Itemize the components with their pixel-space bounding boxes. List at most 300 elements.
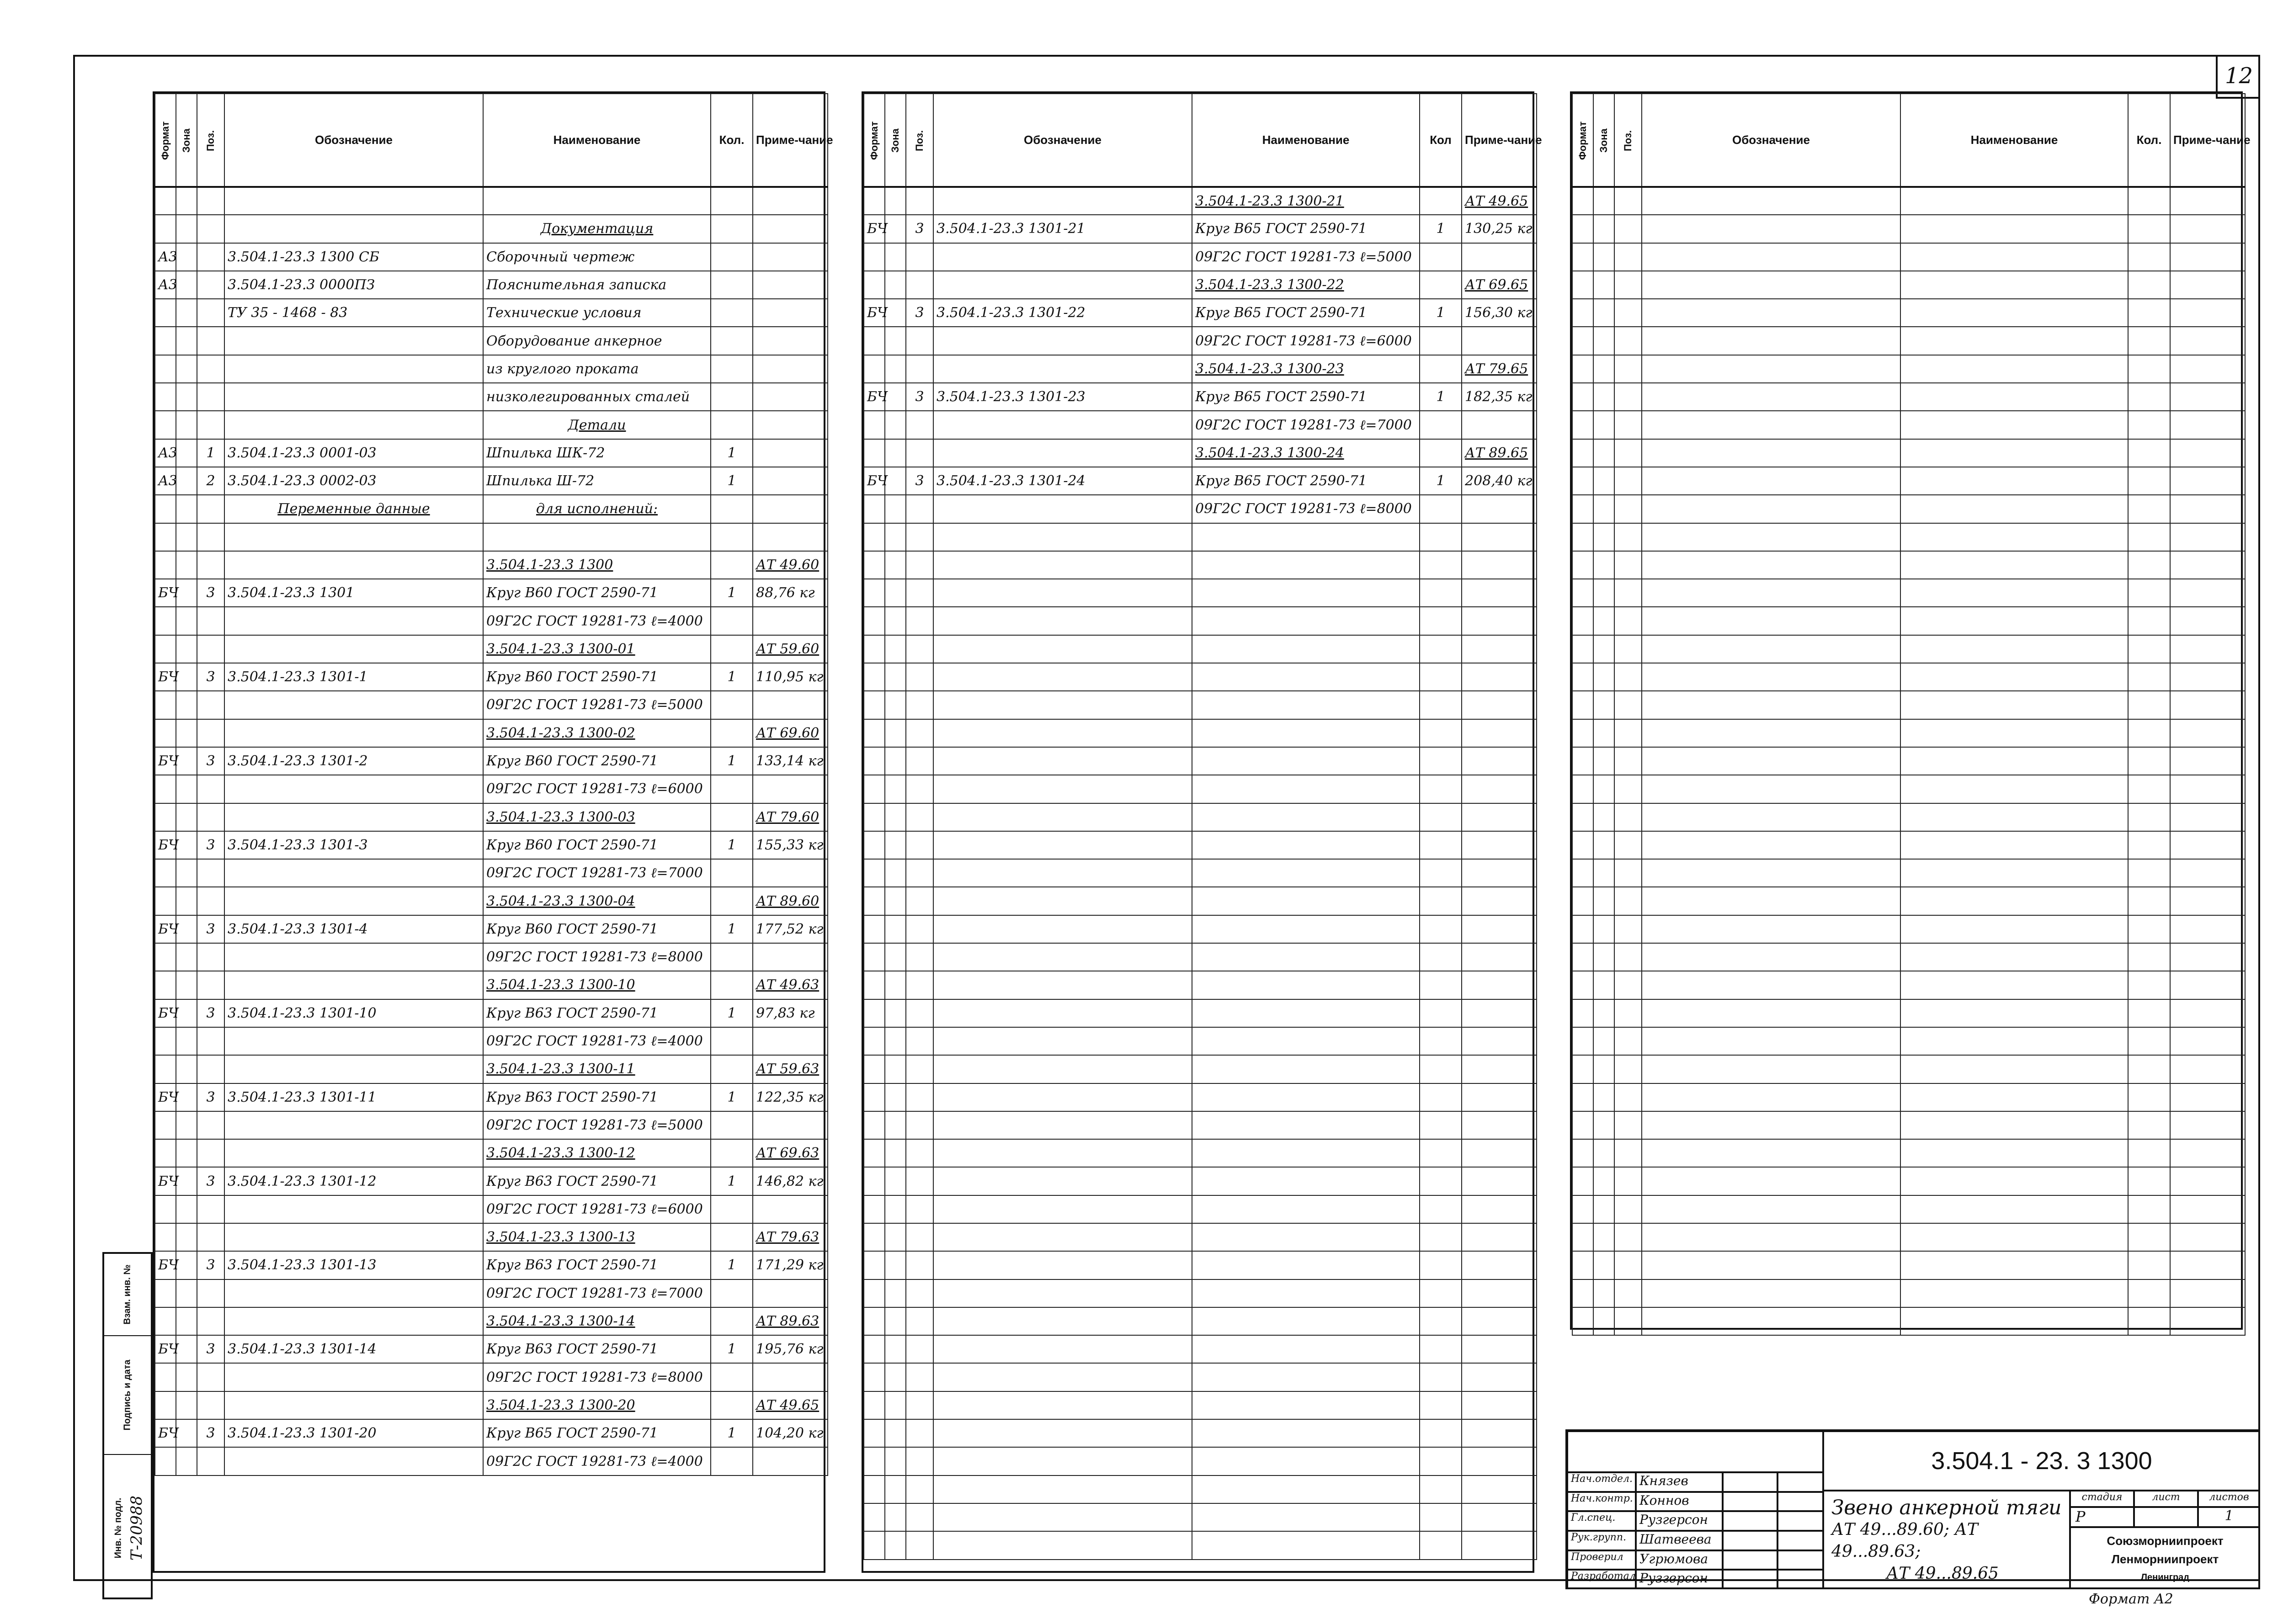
cell-note xyxy=(753,1279,828,1307)
cell-designation xyxy=(1642,1111,1900,1139)
cell-zone xyxy=(1593,299,1614,327)
spec-row xyxy=(864,607,1537,635)
cell-designation xyxy=(1642,271,1900,299)
cell-name xyxy=(1192,1503,1420,1531)
cell-format: БЧ xyxy=(155,747,176,775)
cell-format xyxy=(1572,495,1593,523)
cell-name xyxy=(1900,971,2128,999)
cell-zone xyxy=(176,803,197,831)
cell-pos xyxy=(1614,355,1642,383)
cell-format xyxy=(1572,439,1593,467)
cell-name xyxy=(1900,579,2128,607)
cell-format xyxy=(155,943,176,971)
cell-note xyxy=(1462,1335,1537,1363)
cell-qty xyxy=(1420,1279,1462,1307)
cell-pos xyxy=(906,1055,933,1083)
stamp-role: Нач.контр. xyxy=(1567,1492,1636,1512)
cell-designation xyxy=(933,1503,1192,1531)
cell-qty: 1 xyxy=(711,915,753,943)
cell-name: Круг В60 ГОСТ 2590-71 xyxy=(483,663,711,691)
col-format: Формат xyxy=(155,94,176,187)
cell-format xyxy=(1572,1251,1593,1279)
cell-qty xyxy=(2128,355,2170,383)
cell-pos xyxy=(197,1447,224,1475)
cell-designation xyxy=(224,215,483,243)
cell-designation xyxy=(933,1223,1192,1251)
cell-qty xyxy=(1420,523,1462,551)
cell-pos xyxy=(906,1139,933,1167)
cell-note xyxy=(1462,495,1537,523)
cell-pos xyxy=(906,1167,933,1195)
col-name: Наименование xyxy=(483,94,711,187)
cell-qty xyxy=(711,1391,753,1419)
cell-format: БЧ xyxy=(155,579,176,607)
cell-note xyxy=(1462,411,1537,439)
cell-note: 97,83 кг xyxy=(753,999,828,1027)
cell-qty xyxy=(1420,579,1462,607)
cell-name xyxy=(1192,1083,1420,1111)
cell-name: Технические условия xyxy=(483,299,711,327)
cell-pos xyxy=(906,1475,933,1503)
cell-designation xyxy=(1642,1279,1900,1307)
cell-qty xyxy=(2128,579,2170,607)
cell-qty xyxy=(2128,411,2170,439)
cell-format xyxy=(864,1419,885,1447)
cell-name: 09Г2С ГОСТ 19281-73 ℓ=8000 xyxy=(483,943,711,971)
cell-pos xyxy=(1614,775,1642,803)
cell-note xyxy=(2170,1195,2245,1223)
cell-format xyxy=(864,551,885,579)
cell-qty xyxy=(1420,439,1462,467)
cell-format: БЧ xyxy=(864,467,885,495)
cell-zone xyxy=(1593,383,1614,411)
cell-name xyxy=(1900,551,2128,579)
cell-qty xyxy=(1420,915,1462,943)
cell-note xyxy=(1462,859,1537,887)
cell-zone xyxy=(885,1363,906,1391)
spec-row xyxy=(155,747,828,775)
cell-note xyxy=(1462,831,1537,859)
cell-zone xyxy=(885,803,906,831)
stamp-role: Гл.спец. xyxy=(1567,1511,1636,1531)
col-note: Приме-чание xyxy=(2170,94,2245,187)
cell-qty xyxy=(2128,1111,2170,1139)
cell-qty xyxy=(711,1279,753,1307)
people-table xyxy=(1567,1472,1823,1589)
cell-format xyxy=(864,1391,885,1419)
cell-zone xyxy=(885,1475,906,1503)
cell-zone xyxy=(176,271,197,299)
cell-zone xyxy=(176,411,197,439)
cell-designation xyxy=(224,1447,483,1475)
cell-zone xyxy=(885,1027,906,1055)
cell-name xyxy=(1900,775,2128,803)
spec-row xyxy=(155,355,828,383)
cell-name xyxy=(1900,1307,2128,1335)
spec-row xyxy=(864,663,1537,691)
stamp-role: Рук.групп. xyxy=(1567,1531,1636,1550)
cell-pos xyxy=(1614,327,1642,355)
cell-designation xyxy=(224,1111,483,1139)
cell-name xyxy=(1900,663,2128,691)
cell-format xyxy=(155,187,176,215)
cell-name xyxy=(1192,1475,1420,1503)
title-block-blank xyxy=(1567,1431,1823,1472)
cell-name: Круг В65 ГОСТ 2590-71 xyxy=(1192,299,1420,327)
cell-note xyxy=(2170,215,2245,243)
cell-qty xyxy=(1420,943,1462,971)
stamp-name: Шатвеева xyxy=(1636,1531,1723,1550)
cell-pos: 3 xyxy=(197,831,224,859)
cell-pos xyxy=(906,719,933,747)
cell-designation xyxy=(224,327,483,355)
spec-row xyxy=(1572,1307,2245,1335)
cell-designation xyxy=(933,691,1192,719)
cell-qty xyxy=(2128,663,2170,691)
cell-name: Детали xyxy=(483,411,711,439)
spec-table-left xyxy=(153,91,833,1573)
spec-row xyxy=(155,187,828,215)
cell-name xyxy=(1192,663,1420,691)
cell-note xyxy=(2170,691,2245,719)
spec-row xyxy=(1572,1027,2245,1055)
cell-designation xyxy=(933,271,1192,299)
cell-note xyxy=(753,1447,828,1475)
cell-designation xyxy=(1642,663,1900,691)
cell-designation xyxy=(933,523,1192,551)
cell-name xyxy=(1900,719,2128,747)
cell-format xyxy=(864,1279,885,1307)
cell-note xyxy=(753,607,828,635)
cell-qty xyxy=(711,1363,753,1391)
cell-pos xyxy=(906,1195,933,1223)
spec-row xyxy=(155,1027,828,1055)
cell-name: 09Г2С ГОСТ 19281-73 ℓ=7000 xyxy=(483,859,711,887)
spec-row xyxy=(864,355,1537,383)
spec-row xyxy=(155,859,828,887)
cell-note xyxy=(753,243,828,271)
cell-pos xyxy=(906,1027,933,1055)
stamp-name: Князев xyxy=(1636,1472,1723,1492)
cell-name: 3.504.1-23.3 1300-11 xyxy=(483,1055,711,1083)
spec-header-right xyxy=(1572,94,2245,187)
cell-zone xyxy=(176,187,197,215)
cell-designation xyxy=(933,747,1192,775)
cell-pos xyxy=(1614,691,1642,719)
cell-designation: 3.504.1-23.3 1301-12 xyxy=(224,1167,483,1195)
cell-qty: 1 xyxy=(711,831,753,859)
cell-qty xyxy=(711,1111,753,1139)
cell-pos xyxy=(1614,831,1642,859)
cell-note: АТ 59.60 xyxy=(753,635,828,663)
spec-row xyxy=(1572,355,2245,383)
cell-qty xyxy=(2128,691,2170,719)
spec-header-left xyxy=(155,94,828,187)
stamp-name: Коннов xyxy=(1636,1492,1723,1512)
cell-format xyxy=(155,299,176,327)
cell-designation xyxy=(224,887,483,915)
cell-format: БЧ xyxy=(155,1083,176,1111)
cell-qty xyxy=(2128,1279,2170,1307)
cell-note xyxy=(753,1363,828,1391)
cell-name: Круг В65 ГОСТ 2590-71 xyxy=(1192,383,1420,411)
cell-name: 3.504.1-23.3 1300-04 xyxy=(483,887,711,915)
cell-format xyxy=(1572,635,1593,663)
cell-designation xyxy=(224,971,483,999)
cell-note: АТ 69.60 xyxy=(753,719,828,747)
cell-pos xyxy=(1614,523,1642,551)
cell-note: АТ 69.65 xyxy=(1462,271,1537,299)
cell-format xyxy=(864,1139,885,1167)
cell-name: низколегированных сталей xyxy=(483,383,711,411)
cell-zone xyxy=(1593,1083,1614,1111)
cell-designation xyxy=(224,383,483,411)
cell-name xyxy=(1900,1027,2128,1055)
cell-zone xyxy=(885,411,906,439)
cell-qty xyxy=(2128,747,2170,775)
cell-designation xyxy=(224,1195,483,1223)
cell-zone xyxy=(176,355,197,383)
cell-format xyxy=(864,1083,885,1111)
cell-qty xyxy=(1420,719,1462,747)
cell-qty xyxy=(2128,383,2170,411)
col-name: Наименование xyxy=(1192,94,1420,187)
cell-name xyxy=(483,523,711,551)
cell-note xyxy=(1462,999,1537,1027)
cell-note: 130,25 кг xyxy=(1462,215,1537,243)
cell-qty xyxy=(2128,1307,2170,1335)
spec-row xyxy=(864,803,1537,831)
cell-format xyxy=(155,1139,176,1167)
cell-pos xyxy=(1614,719,1642,747)
spec-row xyxy=(155,915,828,943)
cell-zone xyxy=(176,719,197,747)
stamp-date xyxy=(1777,1492,1823,1512)
cell-name xyxy=(1192,579,1420,607)
cell-name xyxy=(1900,467,2128,495)
spec-row xyxy=(864,383,1537,411)
spec-row xyxy=(155,383,828,411)
spec-row xyxy=(864,635,1537,663)
cell-zone xyxy=(176,1139,197,1167)
cell-format: БЧ xyxy=(864,383,885,411)
cell-designation xyxy=(933,775,1192,803)
cell-zone xyxy=(1593,1167,1614,1195)
cell-note xyxy=(1462,1391,1537,1419)
organization: Союзморниипроект Ленморниипроект Ленинград xyxy=(2070,1527,2260,1589)
cell-name: 3.504.1-23.3 1300-14 xyxy=(483,1307,711,1335)
cell-qty xyxy=(1420,1391,1462,1419)
cell-pos xyxy=(197,1139,224,1167)
cell-pos xyxy=(1614,1083,1642,1111)
cell-pos: 1 xyxy=(197,439,224,467)
cell-zone xyxy=(1593,215,1614,243)
cell-designation xyxy=(1642,299,1900,327)
cell-designation: 3.504.1-23.3 1301 xyxy=(224,579,483,607)
cell-name: 09Г2С ГОСТ 19281-73 ℓ=4000 xyxy=(483,1447,711,1475)
cell-qty xyxy=(1420,551,1462,579)
cell-format xyxy=(864,887,885,915)
cell-designation xyxy=(224,607,483,635)
cell-pos xyxy=(1614,859,1642,887)
cell-zone xyxy=(176,831,197,859)
cell-format xyxy=(1572,663,1593,691)
spec-row xyxy=(864,467,1537,495)
spec-row xyxy=(155,1251,828,1279)
cell-name xyxy=(1900,1279,2128,1307)
cell-pos xyxy=(1614,187,1642,215)
cell-zone xyxy=(176,635,197,663)
cell-qty xyxy=(711,607,753,635)
cell-format: БЧ xyxy=(155,1251,176,1279)
cell-designation xyxy=(1642,215,1900,243)
cell-qty xyxy=(711,243,753,271)
cell-designation xyxy=(224,187,483,215)
cell-format: БЧ xyxy=(155,831,176,859)
cell-designation xyxy=(933,551,1192,579)
cell-zone xyxy=(885,187,906,215)
cell-format xyxy=(155,803,176,831)
cell-pos xyxy=(906,1391,933,1419)
cell-note xyxy=(2170,719,2245,747)
cell-zone xyxy=(1593,439,1614,467)
cell-format xyxy=(1572,411,1593,439)
cell-zone xyxy=(885,775,906,803)
spec-row xyxy=(155,1307,828,1335)
cell-designation: 3.504.1-23.3 1301-4 xyxy=(224,915,483,943)
cell-qty xyxy=(1420,1447,1462,1475)
cell-designation xyxy=(933,635,1192,663)
cell-designation xyxy=(224,943,483,971)
cell-qty: 1 xyxy=(1420,215,1462,243)
cell-name: 3.504.1-23.3 1300-12 xyxy=(483,1139,711,1167)
cell-name xyxy=(1900,383,2128,411)
cell-designation xyxy=(1642,859,1900,887)
cell-qty xyxy=(2128,271,2170,299)
cell-format: БЧ xyxy=(155,663,176,691)
cell-note: 195,76 кг xyxy=(753,1335,828,1363)
cell-qty xyxy=(2128,719,2170,747)
cell-qty: 1 xyxy=(711,439,753,467)
cell-qty xyxy=(2128,215,2170,243)
cell-format xyxy=(1572,803,1593,831)
cell-designation xyxy=(1642,607,1900,635)
spec-row xyxy=(864,1223,1537,1251)
cell-name xyxy=(1900,635,2128,663)
cell-designation xyxy=(1642,747,1900,775)
cell-zone xyxy=(885,971,906,999)
cell-name xyxy=(1192,1251,1420,1279)
cell-name: Круг В60 ГОСТ 2590-71 xyxy=(483,747,711,775)
cell-zone xyxy=(176,1391,197,1419)
cell-zone xyxy=(1593,1223,1614,1251)
cell-qty xyxy=(711,1223,753,1251)
cell-name: 09Г2С ГОСТ 19281-73 ℓ=6000 xyxy=(483,775,711,803)
cell-pos xyxy=(906,579,933,607)
cell-zone xyxy=(1593,719,1614,747)
cell-qty xyxy=(1420,859,1462,887)
cell-pos xyxy=(197,299,224,327)
cell-pos xyxy=(1614,551,1642,579)
cell-format xyxy=(864,327,885,355)
cell-zone xyxy=(885,1419,906,1447)
col-designation: Обозначение xyxy=(1642,94,1900,187)
cell-format xyxy=(155,383,176,411)
cell-format xyxy=(864,1307,885,1335)
cell-note xyxy=(2170,1027,2245,1055)
cell-note: АТ 89.65 xyxy=(1462,439,1537,467)
cell-name xyxy=(1192,1335,1420,1363)
cell-name xyxy=(1192,607,1420,635)
cell-note: АТ 89.60 xyxy=(753,887,828,915)
cell-note xyxy=(1462,1279,1537,1307)
cell-note xyxy=(753,411,828,439)
cell-designation xyxy=(1642,1167,1900,1195)
spec-row xyxy=(155,1055,828,1083)
sheets-label: листов xyxy=(2198,1491,2260,1507)
cell-format xyxy=(155,215,176,243)
cell-name xyxy=(1900,859,2128,887)
cell-qty xyxy=(711,691,753,719)
cell-designation: 3.504.1-23.3 1301-24 xyxy=(933,467,1192,495)
cell-name xyxy=(1900,1223,2128,1251)
cell-note xyxy=(1462,691,1537,719)
cell-name: Документация xyxy=(483,215,711,243)
cell-qty xyxy=(2128,187,2170,215)
cell-designation xyxy=(224,355,483,383)
cell-note: 110,95 кг xyxy=(753,663,828,691)
cell-format xyxy=(155,1447,176,1475)
cell-designation xyxy=(933,663,1192,691)
cell-zone xyxy=(1593,523,1614,551)
cell-qty: 1 xyxy=(711,1251,753,1279)
cell-format xyxy=(864,747,885,775)
cell-designation xyxy=(1642,803,1900,831)
spec-row xyxy=(1572,411,2245,439)
cell-name xyxy=(1900,439,2128,467)
cell-name xyxy=(1192,971,1420,999)
cell-zone xyxy=(176,551,197,579)
cell-designation xyxy=(933,915,1192,943)
cell-zone xyxy=(1593,971,1614,999)
cell-designation xyxy=(1642,1055,1900,1083)
cell-name xyxy=(1900,1083,2128,1111)
cell-name: 3.504.1-23.3 1300-21 xyxy=(1192,187,1420,215)
cell-pos xyxy=(197,411,224,439)
cell-note xyxy=(2170,915,2245,943)
spec-row xyxy=(1572,215,2245,243)
cell-note xyxy=(753,1027,828,1055)
cell-pos xyxy=(197,635,224,663)
cell-note xyxy=(2170,383,2245,411)
col-designation: Обозначение xyxy=(224,94,483,187)
cell-pos xyxy=(1614,215,1642,243)
sheet-number: 12 xyxy=(2216,55,2260,99)
cell-zone xyxy=(1593,887,1614,915)
stamp-name: Угрюмова xyxy=(1636,1550,1723,1570)
cell-format xyxy=(155,411,176,439)
cell-qty: 1 xyxy=(1420,383,1462,411)
cell-zone xyxy=(176,607,197,635)
cell-zone xyxy=(885,831,906,859)
cell-zone xyxy=(176,1419,197,1447)
cell-qty xyxy=(711,719,753,747)
cell-name: 3.504.1-23.3 1300-23 xyxy=(1192,355,1420,383)
cell-zone xyxy=(1593,1055,1614,1083)
cell-designation xyxy=(933,943,1192,971)
cell-format xyxy=(864,719,885,747)
cell-designation xyxy=(933,1279,1192,1307)
